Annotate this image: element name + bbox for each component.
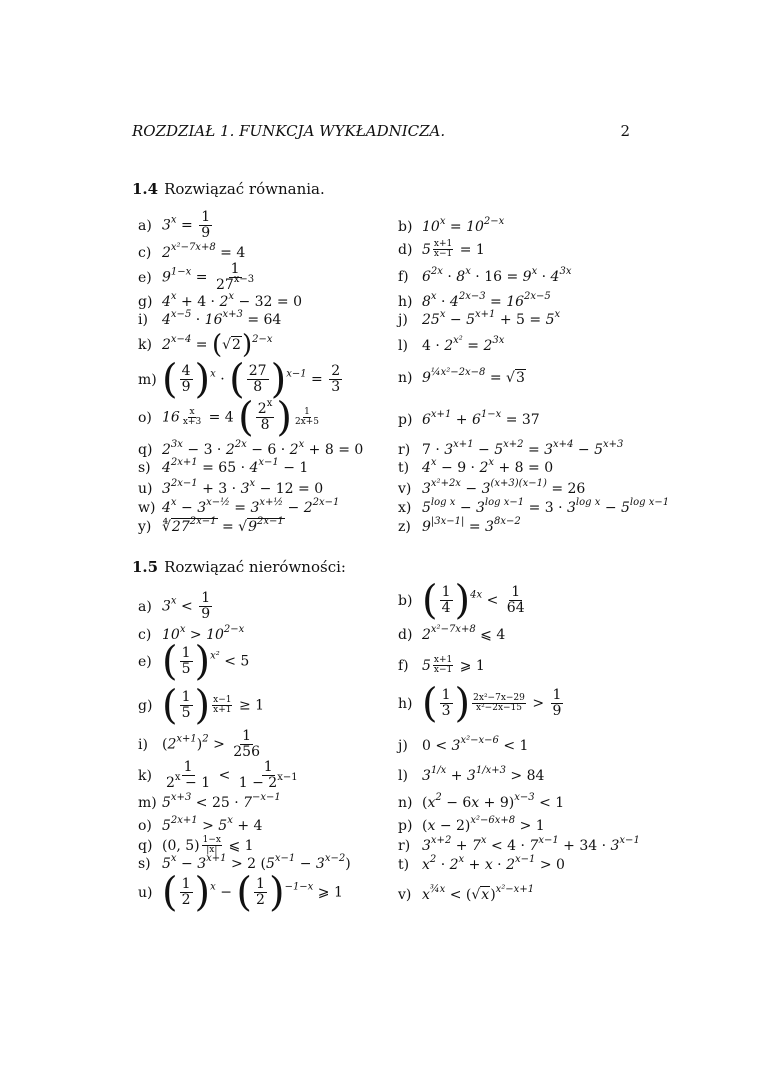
equation-b: b) $10^x = 10^{2-x}$ <box>398 216 505 235</box>
inequality-b: b) ( $\frac{1}{4}$ )$^{4x}$ < $\frac{1}{64}$ <box>398 577 525 624</box>
equation-e: e) $9^{1-x}$ = $\frac{1}{27^{x-3}}$ <box>138 261 255 293</box>
equation-q: q) $2^{3x} - 3 \cdot 2^{2x} - 6 \cdot 2^x + 8 = 0$ <box>138 439 364 458</box>
inequality-o: o) $5^{2x+1} > 5^x + 4$ <box>138 815 263 834</box>
equation-f: f) $6^{2x} \cdot 8^x \cdot 16 = 9^x \cdot 4^{3x}$ <box>398 266 572 285</box>
inequality-l: l) $3^{1/x} + 3^{1/x+3} > 84$ <box>398 765 545 784</box>
equation-d: d) 5 $\frac{x+1}{x-1}$ = 1 <box>398 239 485 259</box>
equation-u: u) $3^{2x-1} + 3 \cdot 3^x - 12 = 0$ <box>138 478 324 497</box>
equation-t: t) $4^x - 9 \cdot 2^x + 8 = 0$ <box>398 457 554 476</box>
equation-k: k) $2^{x-4} = (√2)^{2-x}$ <box>138 330 273 360</box>
inequality-f: f) 5 $\frac{x+1}{x-1}$ ⩾ 1 <box>398 655 485 675</box>
equation-r: r) $7 \cdot 3^{x+1} - 5^{x+2} = 3^{x+4} - 5^{x+3}$ <box>398 439 624 458</box>
inequality-c: c) $10^x > 10^{2-x}$ <box>138 624 245 643</box>
inequality-k: k) $\frac{1}{2^x - 1}$ < $\frac{1}{1 - 2^{x-1}}$ <box>138 759 298 791</box>
inequality-m: m) $5^{x+3} < 25 \cdot 7^{-x-1}$ <box>138 792 281 811</box>
equation-l: l) $4 \cdot 2^{x^2} = 2^{3x}$ <box>398 335 505 354</box>
equation-i: i) $4^{x-5} \cdot 16^{x+3} = 64$ <box>138 309 282 328</box>
inequality-v: v) $x^{\frac{3}{4}x} < (√x)^{x^2-x+1}$ <box>398 884 535 903</box>
equation-p: p) $6^{x+1} + 6^{1-x} = 37$ <box>398 409 540 428</box>
inequality-u: u) ( $\frac{1}{2}$ )$^x$ − ( $\frac{1}{2}$ )$^{-1-x}$ ⩾ 1 <box>138 869 343 916</box>
section-title: Rozwiązać równania. <box>164 180 325 198</box>
section-1-5-heading <box>132 558 346 576</box>
inequality-t: t) $x^2 \cdot 2^x + x \cdot 2^{x-1} > 0$ <box>398 854 565 873</box>
equation-m: m) ( $\frac{4}{9}$ )$^x$ · ( $\frac{27}{8}$ )$^{x-1}$ = $\frac{2}{3}$ <box>138 356 341 403</box>
section-title: Rozwiązać nierówności: <box>164 558 346 576</box>
equation-y: y) $∜27^{2x-1} = √9^{2x-1}$ <box>138 516 284 535</box>
inequality-s: s) $5^x - 3^{x+1} > 2$ $(5^{x-1} - 3^{x-2})$ <box>138 853 351 872</box>
section-1-4-heading <box>132 180 325 198</box>
inequality-n: n) $(x^2 - 6x + 9)^{x-3} < 1$ <box>398 792 565 811</box>
equation-s: s) $4^{2x+1} = 65 \cdot 4^{x-1} - 1$ <box>138 457 309 476</box>
equation-n: n) $9^{\frac{1}{4}x^2-2x-8} = √3$ <box>398 367 525 386</box>
equation-g: g) $4^x + 4 \cdot 2^x - 32 = 0$ <box>138 291 303 310</box>
equation-o: o) 16 $\frac{x}{x+3}$ = 4 ( $\frac{2^x}{8}$ ) $\frac{1}{2x+5}$ <box>138 394 320 441</box>
inequality-i: i) $(2^{x+1})^2$ > $\frac{1}{256}$ <box>138 728 260 760</box>
inequality-h: h) ( $\frac{1}{3}$ ) $\frac{\text{2x²−7x−29}}{\text{x²−2x−15}}$ > $\frac{1}{9}$ <box>398 680 562 727</box>
inequality-q: q) (0, 5) $\frac{1-x}{|x|}$ ⩽ 1 <box>138 835 254 855</box>
inequality-r: r) $3^{x+2} + 7^x < 4 \cdot 7^{x-1} + 34 \cdot 3^{x-1}$ <box>398 835 640 854</box>
inequality-d: d) $2^{x^2-7x+8}$ ⩽ 4 <box>398 624 506 643</box>
inequality-p: p) $(x - 2)^{x^2-6x+8} > 1$ <box>398 815 545 834</box>
page-header <box>132 122 630 144</box>
inequality-e: e) ( $\frac{1}{5}$ )$^{x^2}$ < 5 <box>138 638 250 685</box>
equation-z: z) $9^{|3x-1|} = 3^{8x-2}$ <box>398 516 521 535</box>
equation-j: j) $25^x - 5^{x+1} + 5 = 5^x$ <box>398 309 561 328</box>
section-number: 1.4 <box>132 180 159 198</box>
inequality-g: g) ( $\frac{1}{5}$ ) $\frac{x-1}{x+1}$ ≥ 1 <box>138 682 265 729</box>
inequality-a: a) 3$^x$ < $\frac{1}{9}$ <box>138 590 211 622</box>
equation-x: x) $5^{log x} - 3^{log x-1} = 3 \cdot 3^{log x} - 5^{log x-1}$ <box>398 497 670 516</box>
equation-h: h) $8^x \cdot 4^{2x-3} = 16^{2x-5}$ <box>398 291 551 310</box>
equation-c: c) $2^{x^2-7x+8} = 4$ <box>138 242 246 261</box>
inequality-j: j) $0 < 3^{x^2-x-6} < 1$ <box>398 735 529 754</box>
equation-v: v) $3^{x^2+2x} - 3^{(x+3)(x-1)} = 26$ <box>398 478 586 497</box>
chapter-title: ROZDZIAŁ 1. FUNKCJA WYKŁADNICZA. <box>132 122 446 140</box>
page-number: 2 <box>620 122 630 140</box>
equation-w: w) $4^x - 3^{x-\frac{1}{2}} = 3^{x+\frac{1}{2}} - 2^{2x-1}$ <box>138 497 340 516</box>
equation-a: a) 3$^x$ = $\frac{1}{9}$ <box>138 209 211 241</box>
section-number: 1.5 <box>132 558 159 576</box>
